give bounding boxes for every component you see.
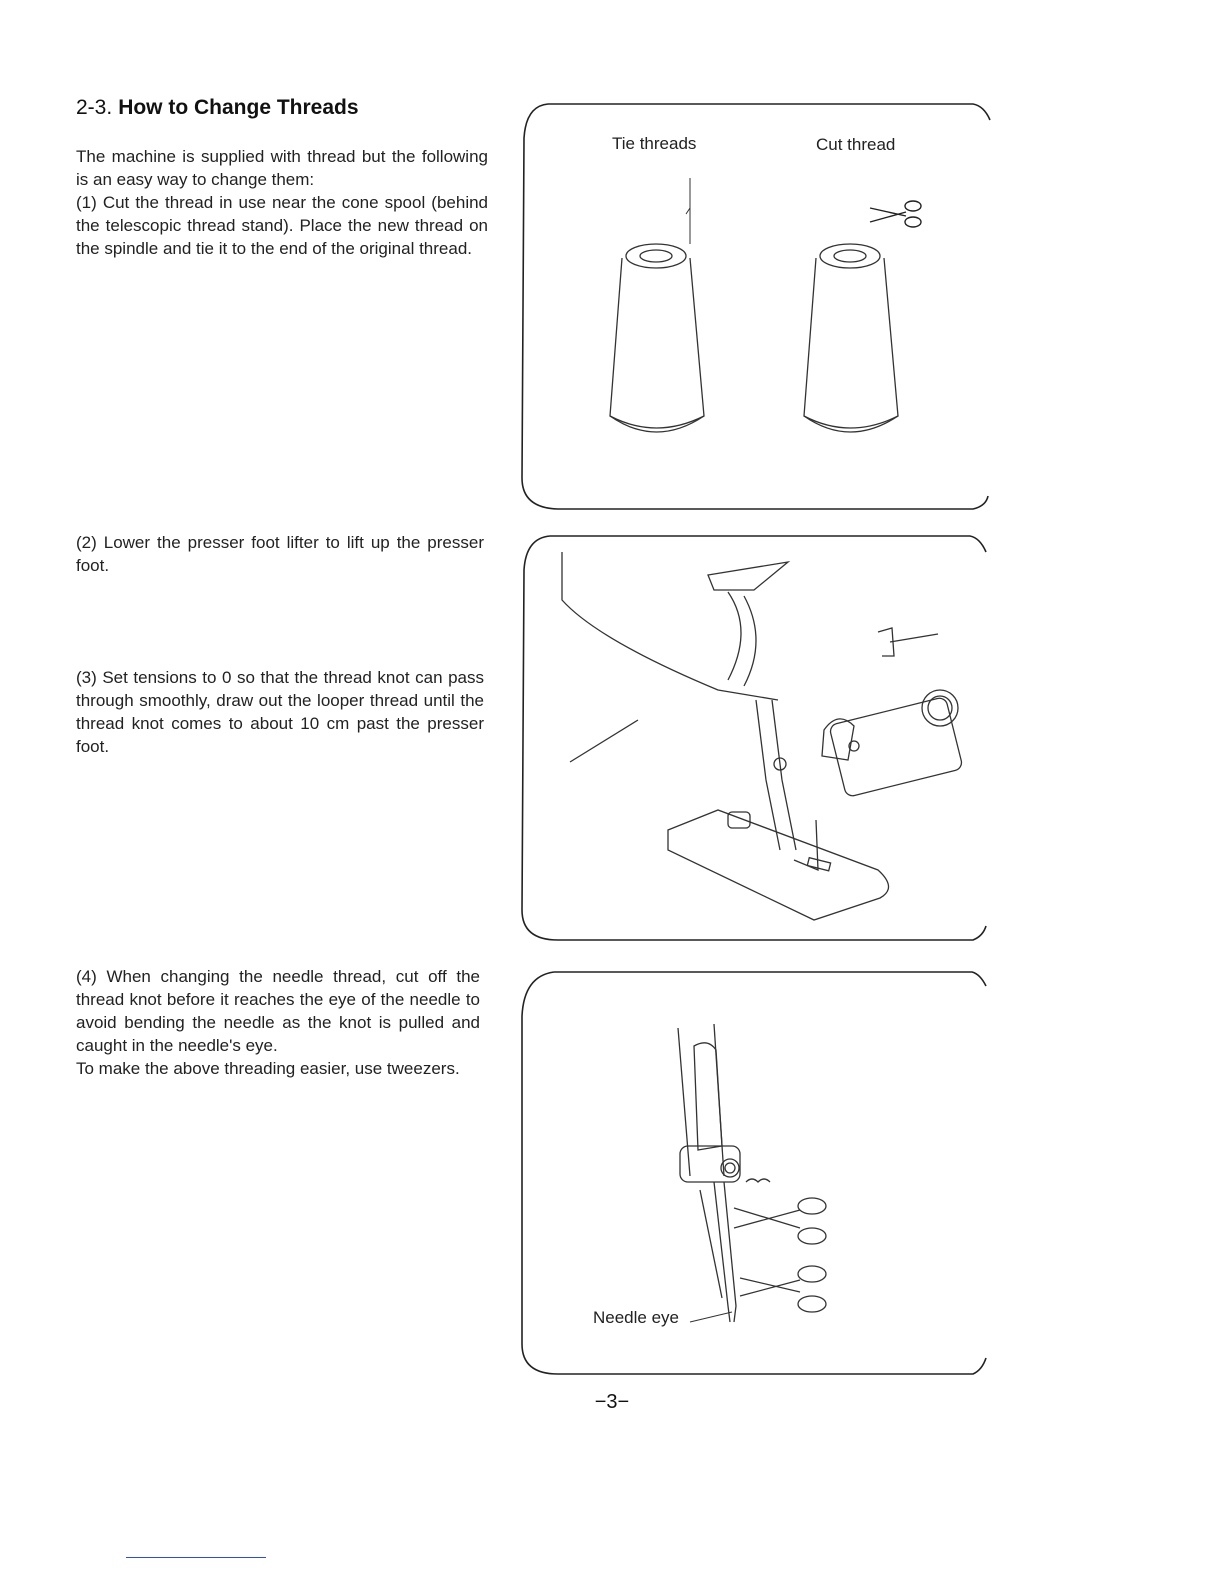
figure-presser-foot xyxy=(518,530,998,945)
scissors-icon xyxy=(870,201,921,227)
figure-presser-foot-illustration xyxy=(518,530,998,945)
left-cone-illustration xyxy=(610,178,704,432)
figure-cones xyxy=(518,98,998,518)
step4-text: (4) When changing the needle thread, cut off the thread knot before it reaches the eye of the needle to avoid bending the needle as the knot is pulled and caught in the needle's eye. xyxy=(76,967,480,1055)
needle-eye-label: Needle eye xyxy=(593,1308,680,1327)
figure-needle xyxy=(518,966,998,1386)
footer-rule xyxy=(126,1557,266,1558)
section-heading xyxy=(76,96,359,120)
step1-text: (1) Cut the thread in use near the cone spool (behind the telescopic thread stand). Place the new thread on the spindle and tie it to the end of the original thread. xyxy=(76,193,488,258)
tie-threads-label: Tie threads xyxy=(612,134,697,153)
section-number: 2-3. xyxy=(76,96,113,119)
cut-thread-label: Cut thread xyxy=(816,135,896,154)
step3-block xyxy=(76,666,484,758)
figure-needle-illustration xyxy=(518,966,998,1386)
step2-block xyxy=(76,531,484,577)
step2-text: (2) Lower the presser foot lifter to lift up the presser foot. xyxy=(76,533,484,575)
step1-block xyxy=(76,145,488,260)
intro-text: The machine is supplied with thread but the following is an easy way to change them: xyxy=(76,147,488,189)
step3-text: (3) Set tensions to 0 so that the thread knot can pass through smoothly, draw out the looper thread until the thread knot comes to about 10 cm past the presser foot. xyxy=(76,668,484,756)
right-cone-illustration xyxy=(804,244,898,432)
tip-text: To make the above threading easier, use tweezers. xyxy=(76,1059,460,1078)
figure-cones-frame xyxy=(518,98,998,518)
page-number: −3− xyxy=(594,1391,630,1413)
section-title: How to Change Threads xyxy=(118,96,359,119)
step4-block xyxy=(76,965,480,1080)
